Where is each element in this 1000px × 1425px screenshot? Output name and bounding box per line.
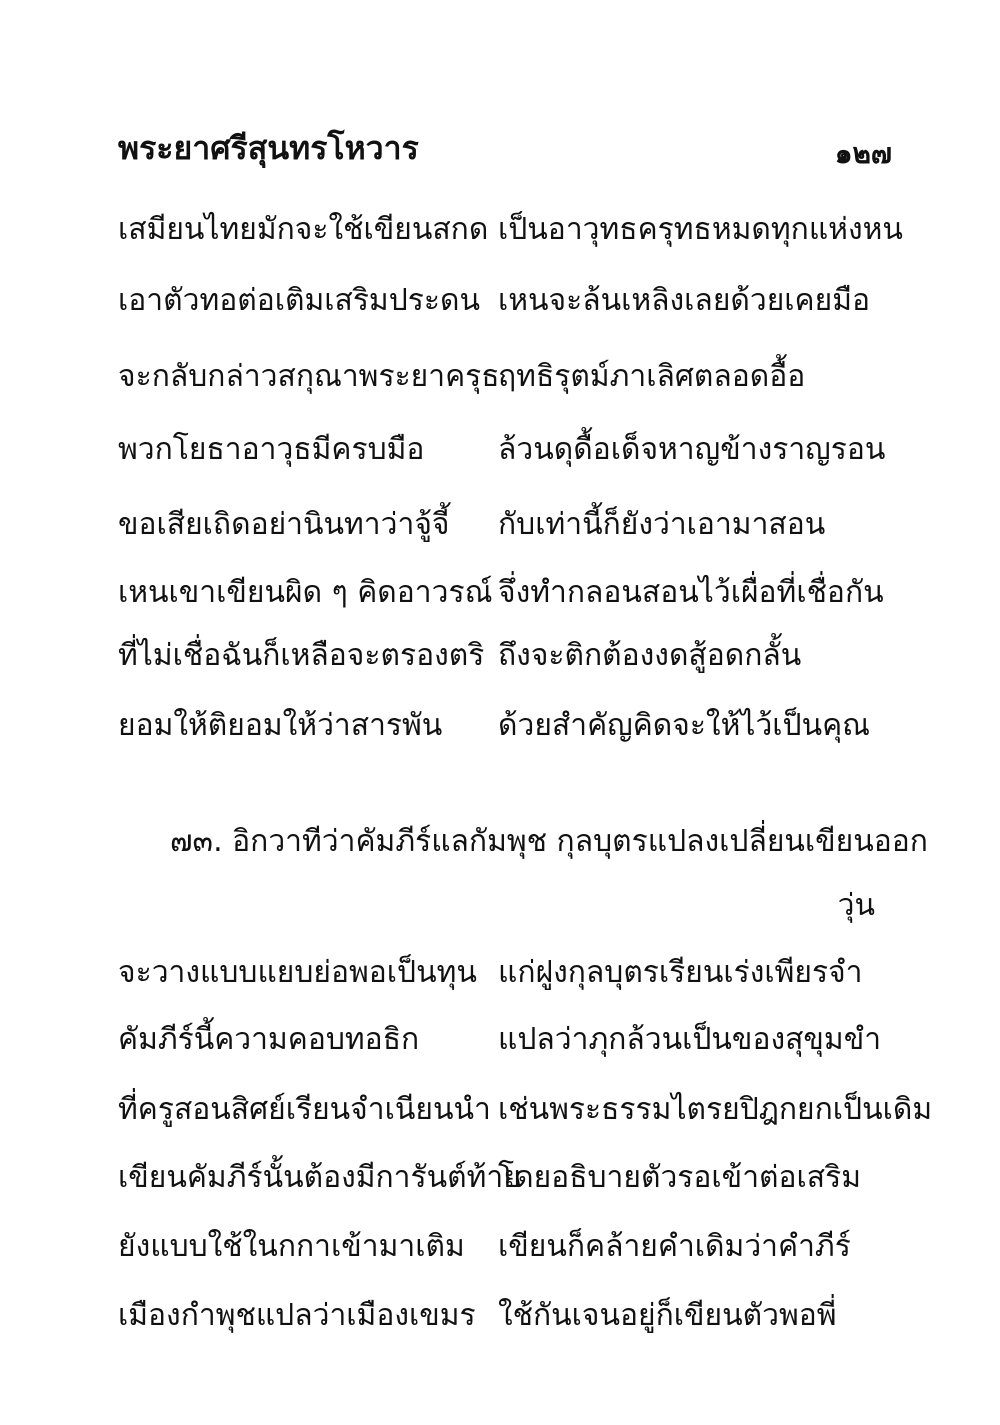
- running-header-title: พระยาศรีสุนทรโหวาร: [118, 129, 419, 167]
- verse-first-hemistich: จะกลับกล่าวสกุณาพระยาครุธ: [118, 359, 500, 394]
- verse-second-hemistich: ด้วยสำคัญคิดจะให้ไว้เป็นคุณ: [498, 708, 870, 743]
- verse-first-hemistich: ยอมให้ติยอมให้ว่าสารพัน: [118, 708, 443, 743]
- verse-second-hemistich: เช่นพระธรรมไตรยปิฎกยกเป็นเดิม: [498, 1092, 933, 1127]
- verse-second-hemistich: กับเท่านี้ก็ยังว่าเอามาสอน: [498, 507, 826, 542]
- verse-line: [0, 1148, 1000, 1208]
- verse-line: [0, 271, 1000, 331]
- verse-first-hemistich: เขียนคัมภีร์นั้นต้องมีการันต์ท้าย: [118, 1160, 521, 1195]
- page-number: ๑๒๗: [834, 137, 892, 170]
- verse-first-hemistich: เหนเขาเขียนผิด ๆ คิดอาวรณ์: [118, 575, 493, 610]
- verse-second-hemistich: แก่ฝูงกุลบุตรเรียนเร่งเพียรจำ: [498, 955, 863, 990]
- verse-line: [0, 420, 1000, 480]
- verse-line: [0, 495, 1000, 555]
- section-heading: ๗๓. อิกวาทีว่าคัมภีร์แลกัมพุช กุลบุตรแปลงเปลี่ยนเขียนออก: [170, 824, 928, 859]
- verse-second-hemistich: ใช้กันเจนอยู่ก็เขียนตัวพอพี่: [498, 1298, 837, 1333]
- verse-first-hemistich: พวกโยธาอาวุธมีครบมือ: [118, 432, 425, 467]
- verse-line: [0, 626, 1000, 686]
- verse-first-hemistich: ที่ครูสอนสิศย์เรียนจำเนียนนำ: [118, 1092, 491, 1127]
- verse-first-hemistich: เมืองกำพุชแปลว่าเมืองเขมร: [118, 1298, 476, 1333]
- verse-line: [0, 1080, 1000, 1140]
- verse-second-hemistich: ถึงจะติกต้องงดสู้อดกลั้น: [498, 638, 802, 673]
- verse-first-hemistich: จะวางแบบแยบย่อพอเป็นทุน: [118, 955, 477, 990]
- verse-line: [0, 1286, 1000, 1346]
- verse-second-hemistich: ล้วนดุดื้อเด็จหาญข้างราญรอน: [498, 432, 886, 467]
- verse-line: [0, 696, 1000, 756]
- verse-first-hemistich: ขอเสียเถิดอย่านินทาว่าจู้จี้: [118, 507, 450, 542]
- verse-second-hemistich: ฤทธิรุตม์ภาเลิศตลอดอื้อ: [498, 359, 806, 394]
- verse-first-hemistich: คัมภีร์นี้ความคอบทอธิก: [118, 1022, 420, 1057]
- verse-second-hemistich: จึ่งทำกลอนสอนไว้เผื่อที่เชื่อกัน: [498, 575, 884, 610]
- section-heading-continuation: วุ่น: [837, 888, 875, 923]
- verse-second-hemistich: แปลว่าภุกล้วนเป็นของสุขุมขำ: [498, 1022, 882, 1057]
- verse-first-hemistich: เอาตัวทอต่อเติมเสริมประดน: [118, 283, 480, 318]
- verse-first-hemistich: ที่ไม่เชื่อฉันก็เหลือจะตรองตริ: [118, 638, 485, 673]
- verse-second-hemistich: เหนจะล้นเหลิงเลยด้วยเคยมือ: [498, 283, 870, 318]
- verse-first-hemistich: เสมียนไทยมักจะใช้เขียนสกด: [118, 212, 489, 247]
- verse-second-hemistich: โดยอธิบายตัวรอเข้าต่อเสริม: [498, 1160, 861, 1195]
- verse-second-hemistich: เป็นอาวุทธครุทธหมดทุกแห่งหน: [498, 212, 903, 247]
- verse-second-hemistich: เขียนก็คล้ายคำเดิมว่าคำภีร์: [498, 1229, 851, 1264]
- verse-line: [0, 200, 1000, 260]
- verse-line: [0, 943, 1000, 1003]
- verse-first-hemistich: ยังแบบใช้ในกกาเข้ามาเติม: [118, 1229, 465, 1264]
- verse-line: [0, 1217, 1000, 1277]
- verse-line: [0, 563, 1000, 623]
- verse-line: [0, 1010, 1000, 1070]
- verse-line: [0, 347, 1000, 407]
